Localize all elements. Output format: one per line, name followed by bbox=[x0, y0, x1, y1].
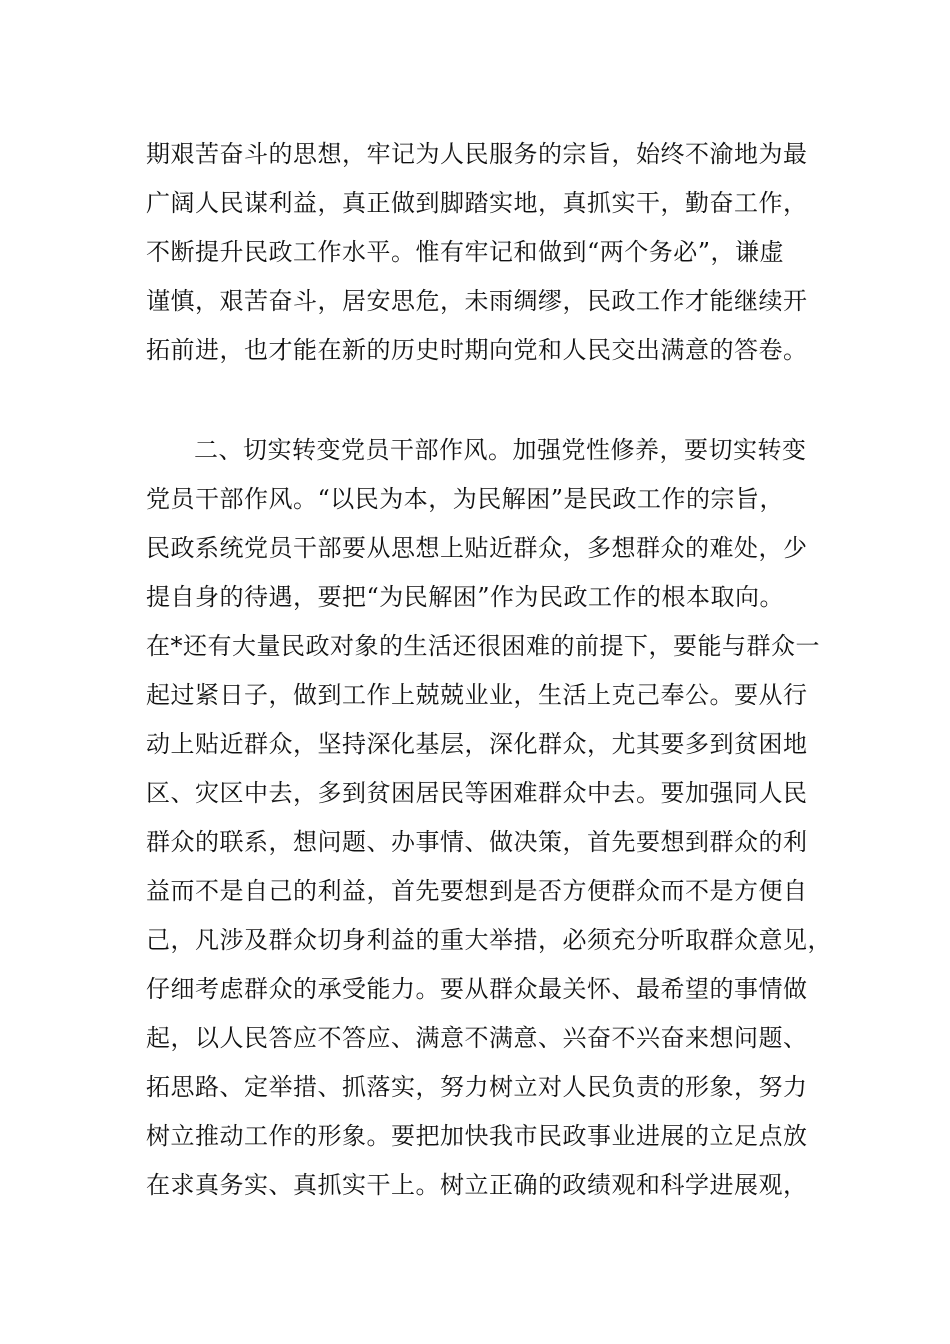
paragraph-2-line: 党员干部作风。“以民为本，为民解困”是民政工作的宗旨， bbox=[146, 485, 785, 513]
paragraph-2-line: 民政系统党员干部要从思想上贴近群众，多想群众的难处，少 bbox=[146, 534, 808, 562]
paragraph-2-line: 群众的联系，想问题、办事情、做决策，首先要想到群众的利 bbox=[146, 828, 808, 856]
paragraph-2-line: 区、灾区中去，多到贫困居民等困难群众中去。要加强同人民 bbox=[146, 779, 808, 807]
paragraph-2-line: 起，以人民答应不答应、满意不满意、兴奋不兴奋来想问题、 bbox=[146, 1024, 808, 1052]
paragraph-2-line: 提自身的待遇，要把“为民解困”作为民政工作的根本取向。 bbox=[146, 583, 785, 611]
paragraph-1-line: 不断提升民政工作水平。惟有牢记和做到“两个务必”，谦虚 bbox=[146, 238, 785, 266]
paragraph-2-line: 仔细考虑群众的承受能力。要从群众最关怀、最希望的事情做 bbox=[146, 975, 808, 1003]
paragraph-2-line: 益而不是自己的利益，首先要想到是否方便群众而不是方便自 bbox=[146, 877, 808, 905]
paragraph-1-line: 期艰苦奋斗的思想，牢记为人民服务的宗旨，始终不渝地为最 bbox=[146, 140, 808, 168]
paragraph-1-line: 拓前进，也才能在新的历史时期向党和人民交出满意的答卷。 bbox=[146, 336, 808, 364]
paragraph-2-line: 己，凡涉及群众切身利益的重大举措，必须充分听取群众意见， bbox=[146, 926, 832, 954]
paragraph-2-line: 树立推动工作的形象。要把加快我市民政事业进展的立足点放 bbox=[146, 1122, 808, 1150]
paragraph-2-line: 动上贴近群众，坚持深化基层，深化群众，尤其要多到贫困地 bbox=[146, 730, 808, 758]
paragraph-2-line: 拓思路、定举措、抓落实，努力树立对人民负责的形象，努力 bbox=[146, 1073, 808, 1101]
paragraph-1-line: 谨慎，艰苦奋斗，居安思危，未雨绸缪，民政工作才能继续开 bbox=[146, 287, 808, 315]
paragraph-2-line: 在求真务实、真抓实干上。树立正确的政绩观和科学进展观， bbox=[146, 1171, 808, 1199]
paragraph-1-line: 广阔人民谋利益，真正做到脚踏实地，真抓实干，勤奋工作， bbox=[146, 189, 808, 217]
paragraph-2-line: 在*还有大量民政对象的生活还很困难的前提下，要能与群众一 bbox=[146, 632, 820, 660]
paragraph-2-line: 起过紧日子，做到工作上兢兢业业，生活上克己奉公。要从行 bbox=[146, 681, 808, 709]
paragraph-2-line: 二、切实转变党员干部作风。加强党性修养，要切实转变 bbox=[194, 436, 807, 464]
